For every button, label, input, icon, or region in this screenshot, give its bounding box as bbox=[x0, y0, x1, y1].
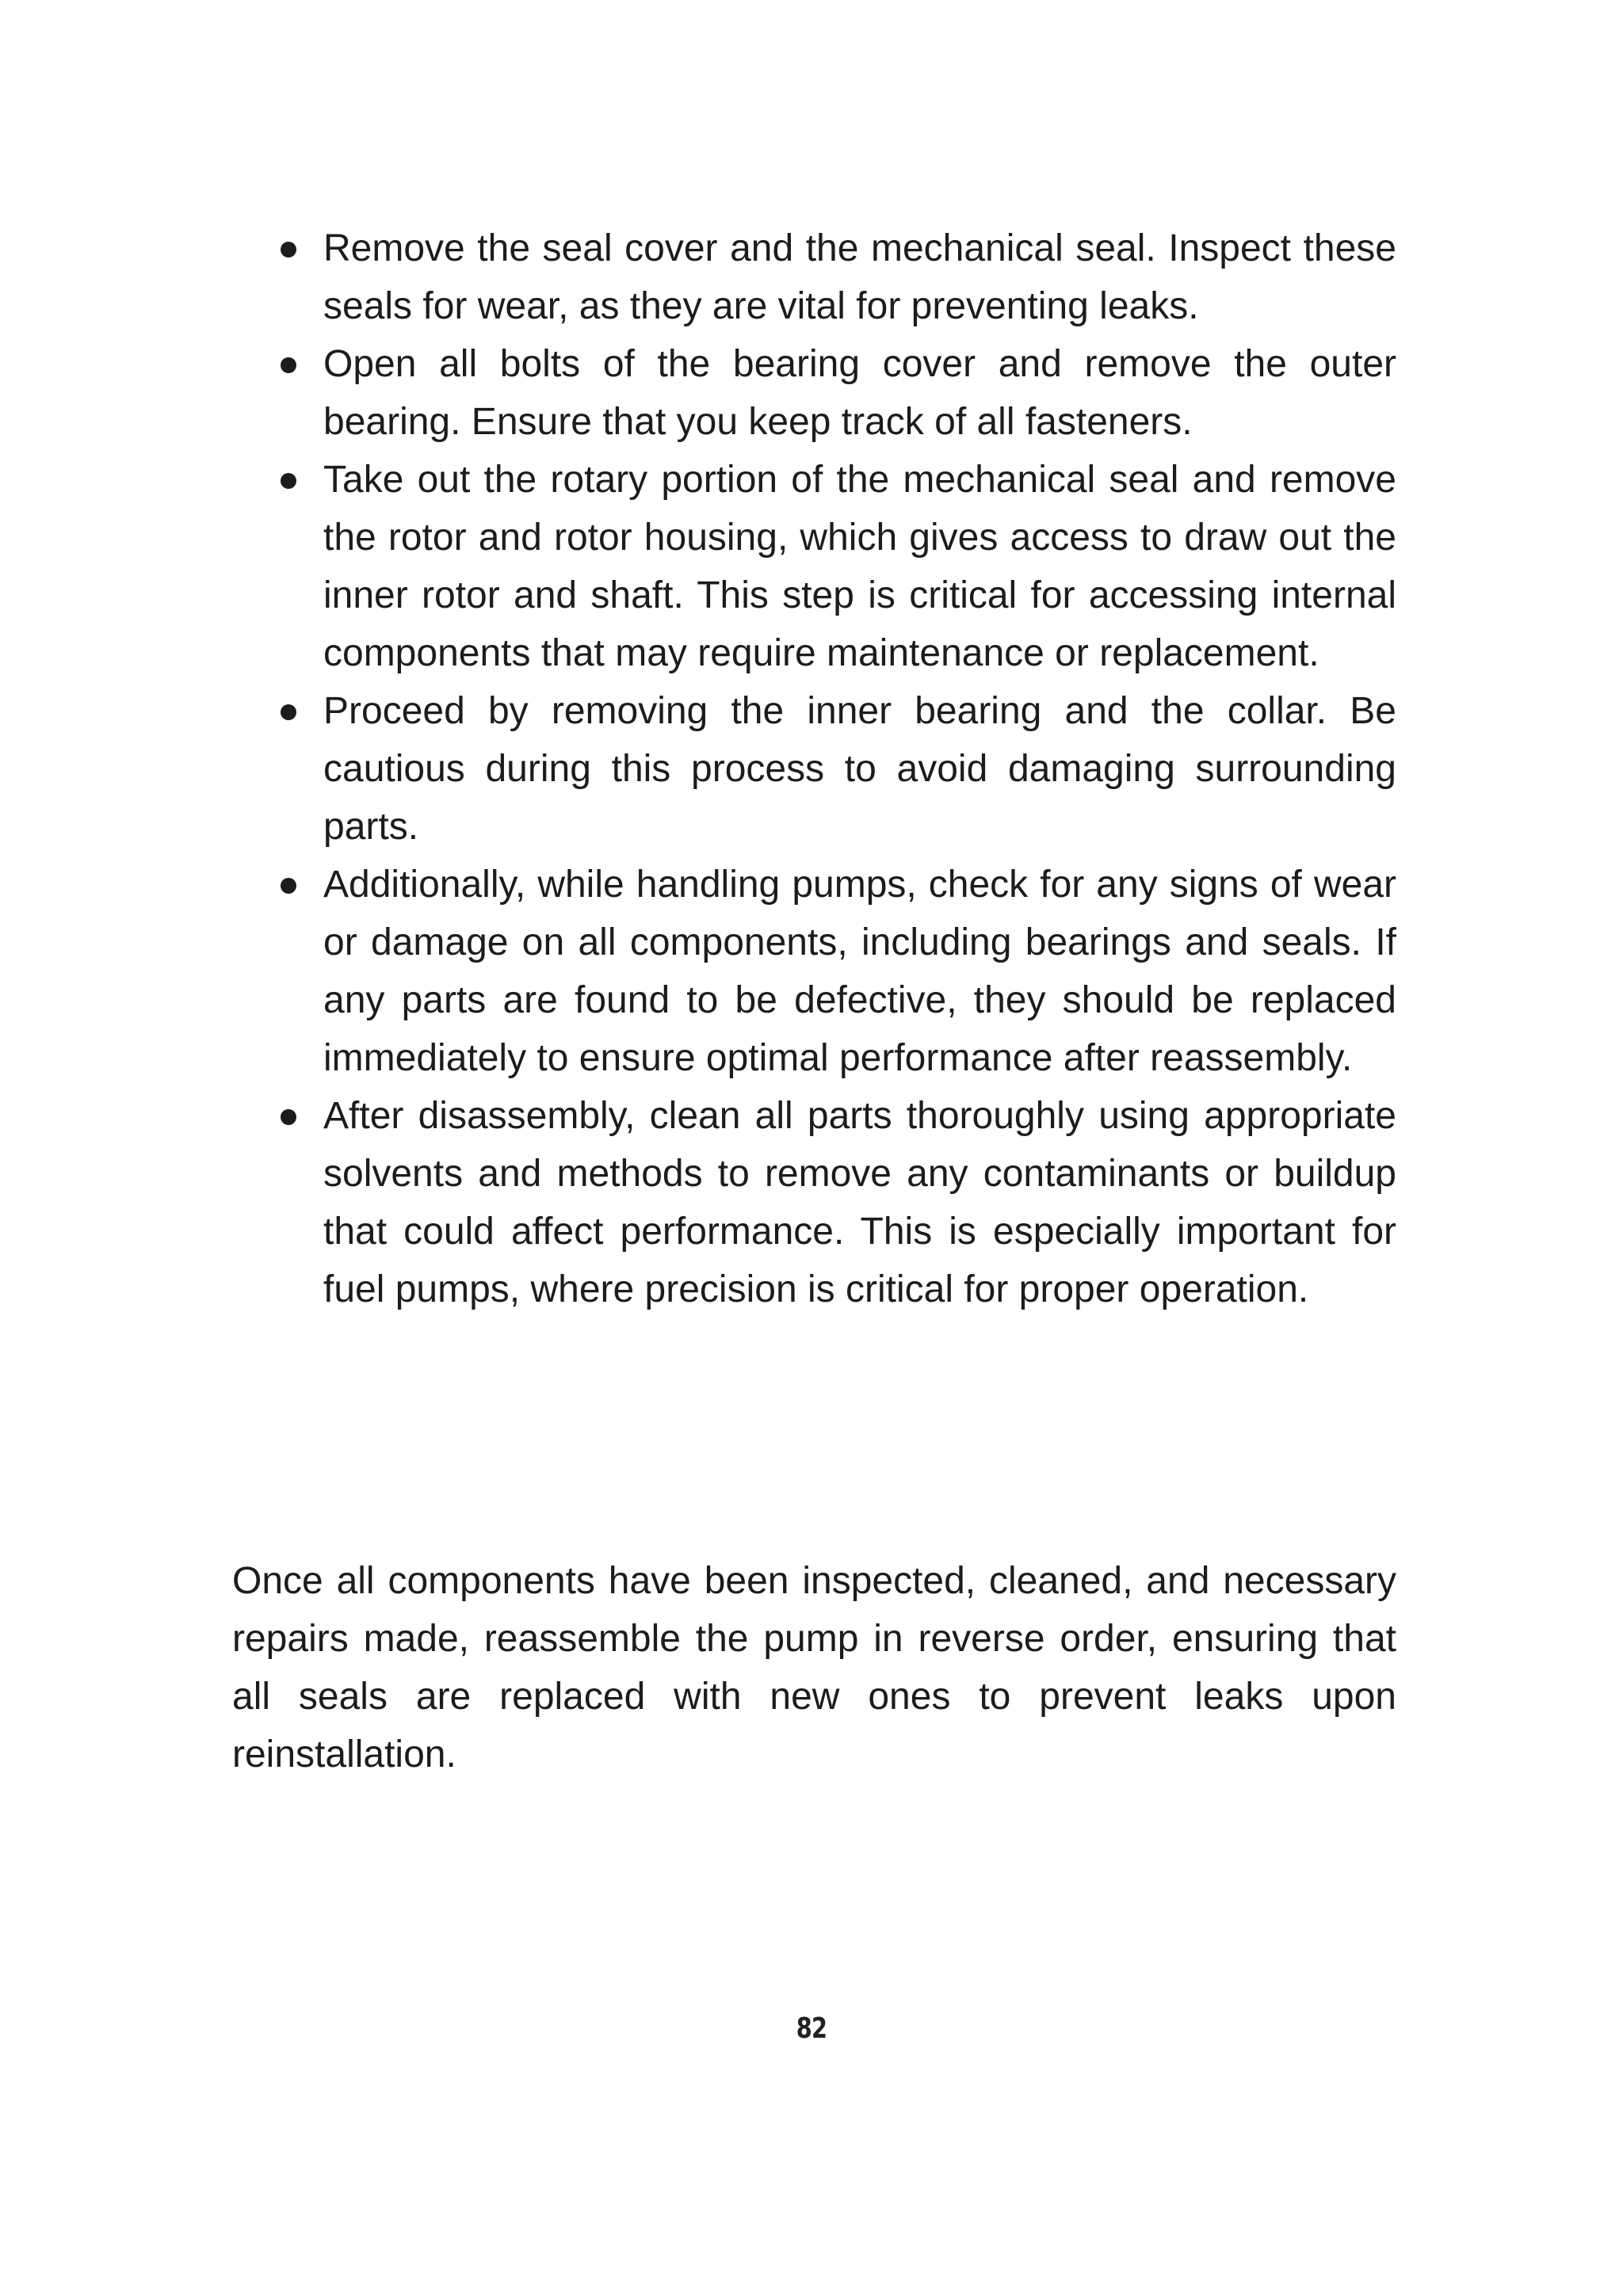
bullet-icon bbox=[281, 473, 296, 489]
list-item-text: After disassembly, clean all parts thoroughly using appropriate solvents and methods to remove any contaminants or buildup that could affect performance. This is especially important for fuel pumps, where precision is critical for proper operation. bbox=[323, 1095, 1396, 1310]
bullet-icon bbox=[281, 878, 296, 894]
bullet-icon bbox=[281, 357, 296, 373]
list-item bbox=[277, 856, 1396, 1087]
closing-paragraph: Once all components have been inspected, cleaned, and necessary repairs made, reassemble the pump in reverse order, ensuring that all seals are replaced with new ones to prevent leaks upon reinstallation. bbox=[232, 1560, 1396, 1775]
list-item-text: Open all bolts of the bearing cover and remove the outer bearing. Ensure that you keep track of all fasteners. bbox=[323, 343, 1396, 443]
list-item bbox=[277, 682, 1396, 856]
list-item-text: Take out the rotary portion of the mechanical seal and remove the rotor and rotor housing, which gives access to draw out the inner rotor and shaft. This step is critical for accessing internal components that may require maintenance or replacement. bbox=[323, 459, 1396, 674]
list-item bbox=[277, 451, 1396, 682]
list-item bbox=[277, 335, 1396, 451]
bullet-icon bbox=[281, 242, 296, 257]
list-item-text: Remove the seal cover and the mechanical seal. Inspect these seals for wear, as they are vital for preventing leaks. bbox=[323, 227, 1396, 327]
bullet-icon bbox=[281, 704, 296, 720]
list-item bbox=[277, 1087, 1396, 1318]
list-item-text: Proceed by removing the inner bearing and the collar. Be cautious during this process to avoid damaging surrounding parts. bbox=[323, 690, 1396, 848]
list-item-text: Additionally, while handling pumps, check for any signs of wear or damage on all components, including bearings and seals. If any parts are found to be defective, they should be replaced immediately to ensure optimal performance after reassembly. bbox=[323, 864, 1396, 1079]
list-item bbox=[277, 219, 1396, 335]
page-number: 82 bbox=[796, 2012, 827, 2045]
bullet-list bbox=[277, 219, 1396, 1318]
bullet-icon bbox=[281, 1109, 296, 1125]
